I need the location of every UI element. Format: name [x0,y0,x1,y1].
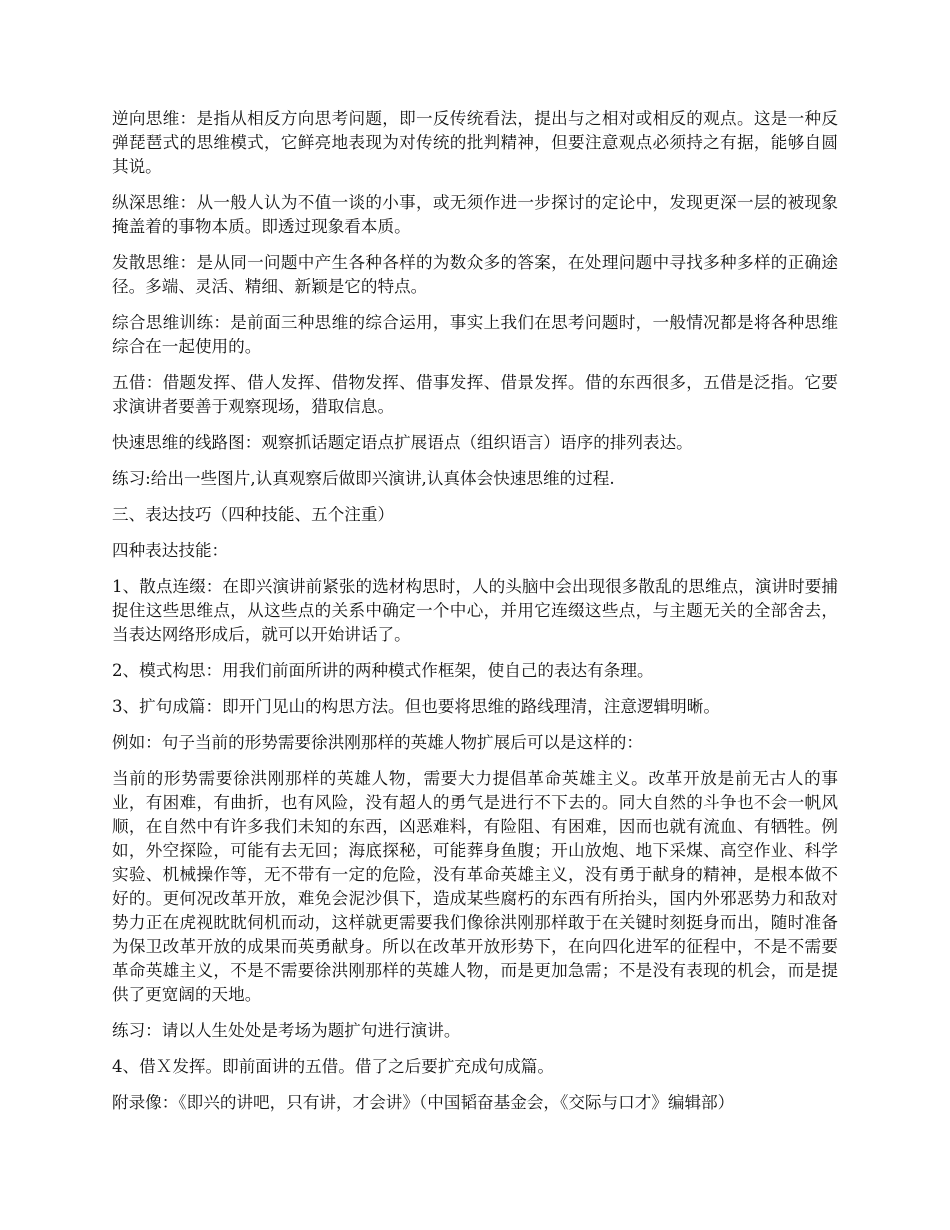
paragraph-skill-2: 2、模式构思：用我们前面所讲的两种模式作框架，使自己的表达有条理。 [112,661,654,680]
paragraph-example-intro: 例如：句子当前的形势需要徐洪刚那样的英雄人物扩展后可以是这样的： [112,733,643,752]
paragraph-deep-thinking: 纵深思维：从一般人认为不值一谈的小事，或无须作进一步探讨的定论中，发现更深一层的被现象掩盖着的事物本质。即透过现象看本质。 [112,193,838,236]
paragraph-exercise-speech: 练习：请以人生处处是考场为题扩句进行演讲。 [112,1021,461,1040]
paragraph-reverse-thinking: 逆向思维：是指从相反方向思考问题，即一反传统看法，提出与之相对或相反的观点。这是一种反弹琵琶式的思维模式，它鲜亮地表现为对传统的批判精神，但要注意观点必须持之有据，能够自圆其说。 [112,109,838,176]
paragraph-example-body: 当前的形势需要徐洪刚那样的英雄人物，需要大力提倡革命英雄主义。改革开放是前无古人的事业，有困难，有曲折，也有风险，没有超人的勇气是进行不下去的。同大自然的斗争也不会一帆风顺，在自然中有许多我们未知的东西，凶恶难料，有险阻、有困难，因而也就有流血、有牺牲。例如，外空探险，可能有去无回；海底探秘，可能葬身鱼腹；开山放炮、地下采煤、高空作业、科学实验、机械操作等，无不带有一定的危险，没有革命英雄主义，没有勇于献身的精神，是根本做不好的。更何况改革开放，难免会泥沙俱下，造成某些腐朽的东西有所抬头，国内外邪恶势力和敌对势力正在虎视眈眈伺机而动，这样就更需要我们像徐洪刚那样敢于在关键时刻挺身而出，随时准备为保卫改革开放的成果而英勇献身。所以在改革开放形势下，在向四化进军的征程中，不是不需要革命英雄主义，不是不需要徐洪刚那样的英雄人物，而是更加急需；不是没有表现的机会，而是提供了更宽阔的天地。 [112,769,838,1004]
paragraph-five-borrowings: 五借：借题发挥、借人发挥、借物发挥、借事发挥、借景发挥。借的东西很多，五借是泛指。它要求演讲者要善于观察现场，猎取信息。 [112,373,838,416]
paragraph-thinking-route: 快速思维的线路图：观察抓话题定语点扩展语点（组织语言）语序的排列表达。 [112,433,693,452]
paragraph-exercise-images: 练习:给出一些图片,认真观察后做即兴演讲,认真体会快速思维的过程. [112,469,615,488]
paragraph-skill-4: 4、借Ｘ发挥。即前面讲的五借。借了之后要扩充成句成篇。 [112,1057,554,1076]
paragraph-divergent-thinking: 发散思维：是从同一问题中产生各种各样的为数众多的答案，在处理问题中寻找多种多样的正确途径。多端、灵活、精细、新颖是它的特点。 [112,253,838,296]
paragraph-appendix-video: 附录像：《即兴的讲吧，只有讲，才会讲》（中国韬奋基金会，《交际与口才》编辑部） [112,1093,735,1112]
paragraph-skill-1: 1、散点连缀：在即兴演讲前紧张的选材构思时，人的头脑中会出现很多散乱的思维点，演讲时要捕捉住这些思维点，从这些点的关系中确定一个中心，并用它连缀这些点，与主题无关的全部舍去，当表达网络形成后，就可以开始讲话了。 [112,577,838,644]
subheading-four-skills: 四种表达技能： [112,541,229,560]
paragraph-skill-3: 3、扩句成篇：即开门见山的构思方法。但也要将思维的路线理清，注意逻辑明晰。 [112,697,720,716]
paragraph-comprehensive-thinking: 综合思维训练：是前面三种思维的综合运用，事实上我们在思考问题时，一般情况都是将各种思维综合在一起使用的。 [112,313,838,356]
section-heading-expression-skills: 三、表达技巧（四种技能、五个注重） [112,505,395,524]
